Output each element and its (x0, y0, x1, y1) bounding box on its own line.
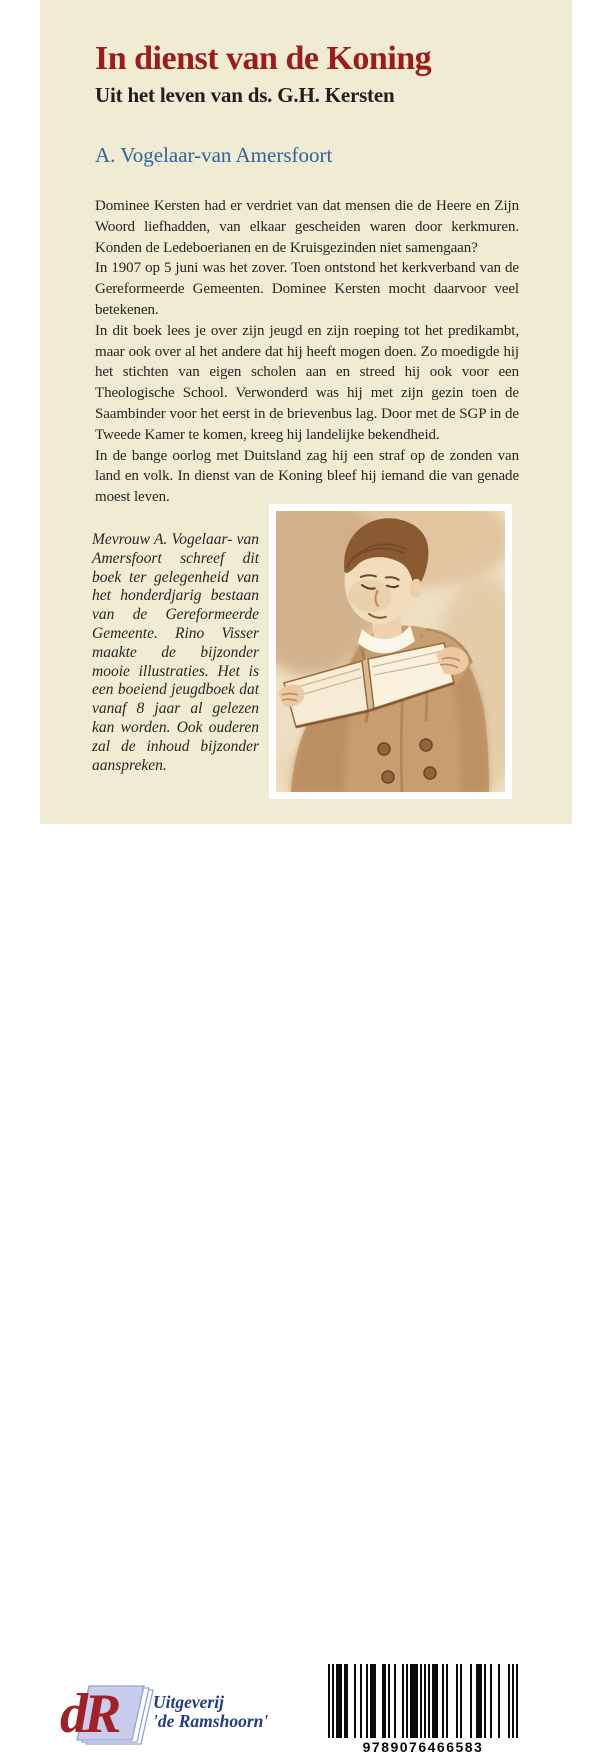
book-subtitle: Uit het leven van ds. G.H. Kersten (95, 83, 395, 107)
cover-panel (40, 0, 572, 824)
author-name: A. Vogelaar-van Amersfoort (95, 143, 333, 167)
publisher-name (153, 1693, 268, 1731)
boy-reading-illustration (269, 504, 512, 799)
book-title: In dienst van de Koning (95, 40, 432, 77)
publisher-monogram: dR (60, 1683, 118, 1745)
publisher-name-line1: Uitgeverij (153, 1692, 224, 1712)
blurb-paragraph: In dit boek lees je over zijn jeugd en zijn roeping tot het predikambt, maar ook over al het andere dat hij heeft mogen doen. Zo moedigde hij het stichten van eigen scholen aan en streed hij ook voor een Theologische School. Verwonderd was hij met zijn gezin toen de Saambinder voor het eerst in de brievenbus lag. Door met de SGP in de Tweede Kamer te komen, kreeg hij landelijke bekendheid. (95, 322, 519, 443)
boy-reading-drawing (276, 511, 505, 792)
back-cover-blurb (95, 196, 519, 508)
barcode-bars (328, 1664, 518, 1738)
footer (0, 824, 610, 1755)
publisher-name-line2: 'de Ramshoorn' (153, 1711, 269, 1731)
blurb-paragraph: In de bange oorlog met Duitsland zag hij een straf op de zonden van land en volk. In dienst van de Koning bleef hij iemand die van genade moest leven. (95, 447, 519, 506)
blurb-paragraph: Dominee Kersten had er verdriet van dat mensen die de Heere en Zijn Woord liefhadden, van elkaar gescheiden waren door kerkmuren. Konden de Ledeboerianen en de Kruisgezinden niet samengaan? (95, 198, 519, 256)
about-author-note: Mevrouw A. Vogelaar- van Amersfoort schreef dit boek ter gelegenheid van het honderdjarig bestaan van de Gereformeerde Gemeente. Rino Visser maakte de bijzonder mooie illustraties. Het is een boeiend jeugdboek dat vanaf 8 jaar al gelezen kan worden. Ook ouderen zal de inhoud bijzonder aanspreken. (92, 531, 259, 774)
barcode (328, 1664, 518, 1755)
ramshoorn-logo-mark (56, 1674, 168, 1748)
blurb-paragraph: In 1907 op 5 juni was het zover. Toen ontstond het kerkverband van de Gereformeerde Gemeenten. Dominee Kersten mocht daarvoor veel betekenen. (95, 260, 519, 318)
isbn-number: 9789076466583 (362, 1739, 484, 1755)
ramshoorn-logo (56, 1674, 168, 1748)
